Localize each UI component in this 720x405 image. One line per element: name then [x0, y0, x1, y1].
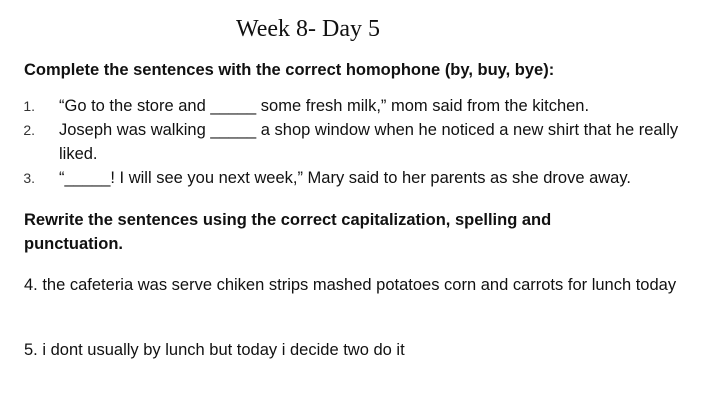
item-text: “_____! I will see you next week,” Mary said to her parents as she drove away. [59, 169, 631, 187]
list-item [0, 94, 720, 118]
homophone-instructions: Complete the sentences with the correct homophone (by, buy, bye): [24, 61, 555, 79]
rewrite-sentence-5: 5. i dont usually by lunch but today i decide two do it [24, 341, 405, 359]
item-number: 2. [23, 122, 35, 138]
item-number: 3. [23, 170, 35, 186]
page-title: Week 8- Day 5 [236, 16, 381, 42]
rewrite-instructions [24, 208, 624, 256]
item-number: 1. [23, 98, 35, 114]
item-text: “Go to the store and _____ some fresh milk,” mom said from the kitchen. [59, 97, 590, 115]
rewrite-sentence-4: 4. the cafeteria was serve chiken strips mashed potatoes corn and carrots for lunch today [24, 276, 677, 294]
list-item [0, 166, 720, 190]
homophone-question-list [0, 94, 720, 190]
item-text: Joseph was walking _____ a shop window when he noticed a new shirt that he really liked. [59, 121, 679, 163]
list-item [0, 118, 720, 166]
rewrite-instructions-text: Rewrite the sentences using the correct capitalization, spelling and punctuation. [24, 211, 552, 253]
